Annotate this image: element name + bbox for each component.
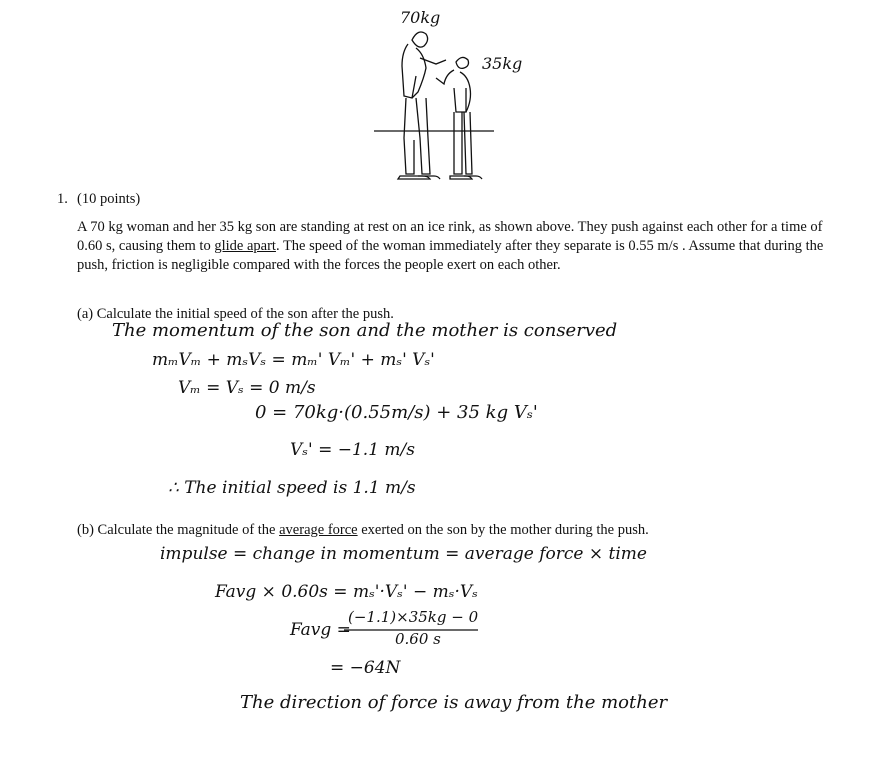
part-b-line-3: Favg = [290,620,351,640]
part-a-line-4: 0 = 70kg·(0.55m/s) + 35 kg Vₛ' [255,402,538,423]
problem-number: 1. [57,191,68,207]
part-a-line-2: mₘVₘ + mₛVₛ = mₘ' Vₘ' + mₛ' Vₛ' [152,350,435,370]
ice-rink-figure [360,0,540,190]
part-a-question: (a) Calculate the initial speed of the son after the push. [77,306,394,322]
problem-text-underline: glide apart [214,238,276,254]
part-b-line-4: = −64N [330,658,401,678]
part-b-question-underline: average force [279,522,358,538]
part-b-question-prefix: (b) Calculate the magnitude of the [77,522,280,538]
part-a-line-6: ∴ The initial speed is 1.1 m/s [168,478,416,498]
skaters-illustration [360,0,540,190]
problem-statement [77,218,827,275]
part-b-question-suffix: exerted on the son by the mother during the push. [357,522,649,538]
fraction-denominator: 0.60 s [395,630,441,648]
part-b-line-1: impulse = change in momentum = average force × time [160,544,647,564]
part-a-line-5: Vₛ' = −1.1 m/s [290,440,415,460]
part-b-line-2: Favg × 0.60s = mₛ'·Vₛ' − mₛ·Vₛ [215,582,478,602]
son-mass-label: 35kg [482,54,523,73]
woman-mass-label: 70kg [400,8,441,27]
fraction-numerator: (−1.1)×35kg − 0 [348,608,479,626]
part-b-line-5: The direction of force is away from the mother [240,692,668,713]
part-a-line-1: The momentum of the son and the mother is conserved [112,320,618,341]
part-a-line-3: Vₘ = Vₛ = 0 m/s [178,378,316,398]
problem-points: (10 points) [77,191,141,207]
problem-text-part1: A 70 kg woman and her 35 kg son are standing at rest on an ice rink, as shown above. They push against each other for a time of 0.60 s, causing them to [77,219,823,254]
part-b-question [77,521,649,540]
problem-text-part2: . The speed of the woman immediately after they separate is 0.55 m/s . Assume that during the push, friction is negligible compared with the forces the people exert on each other. [77,238,824,273]
